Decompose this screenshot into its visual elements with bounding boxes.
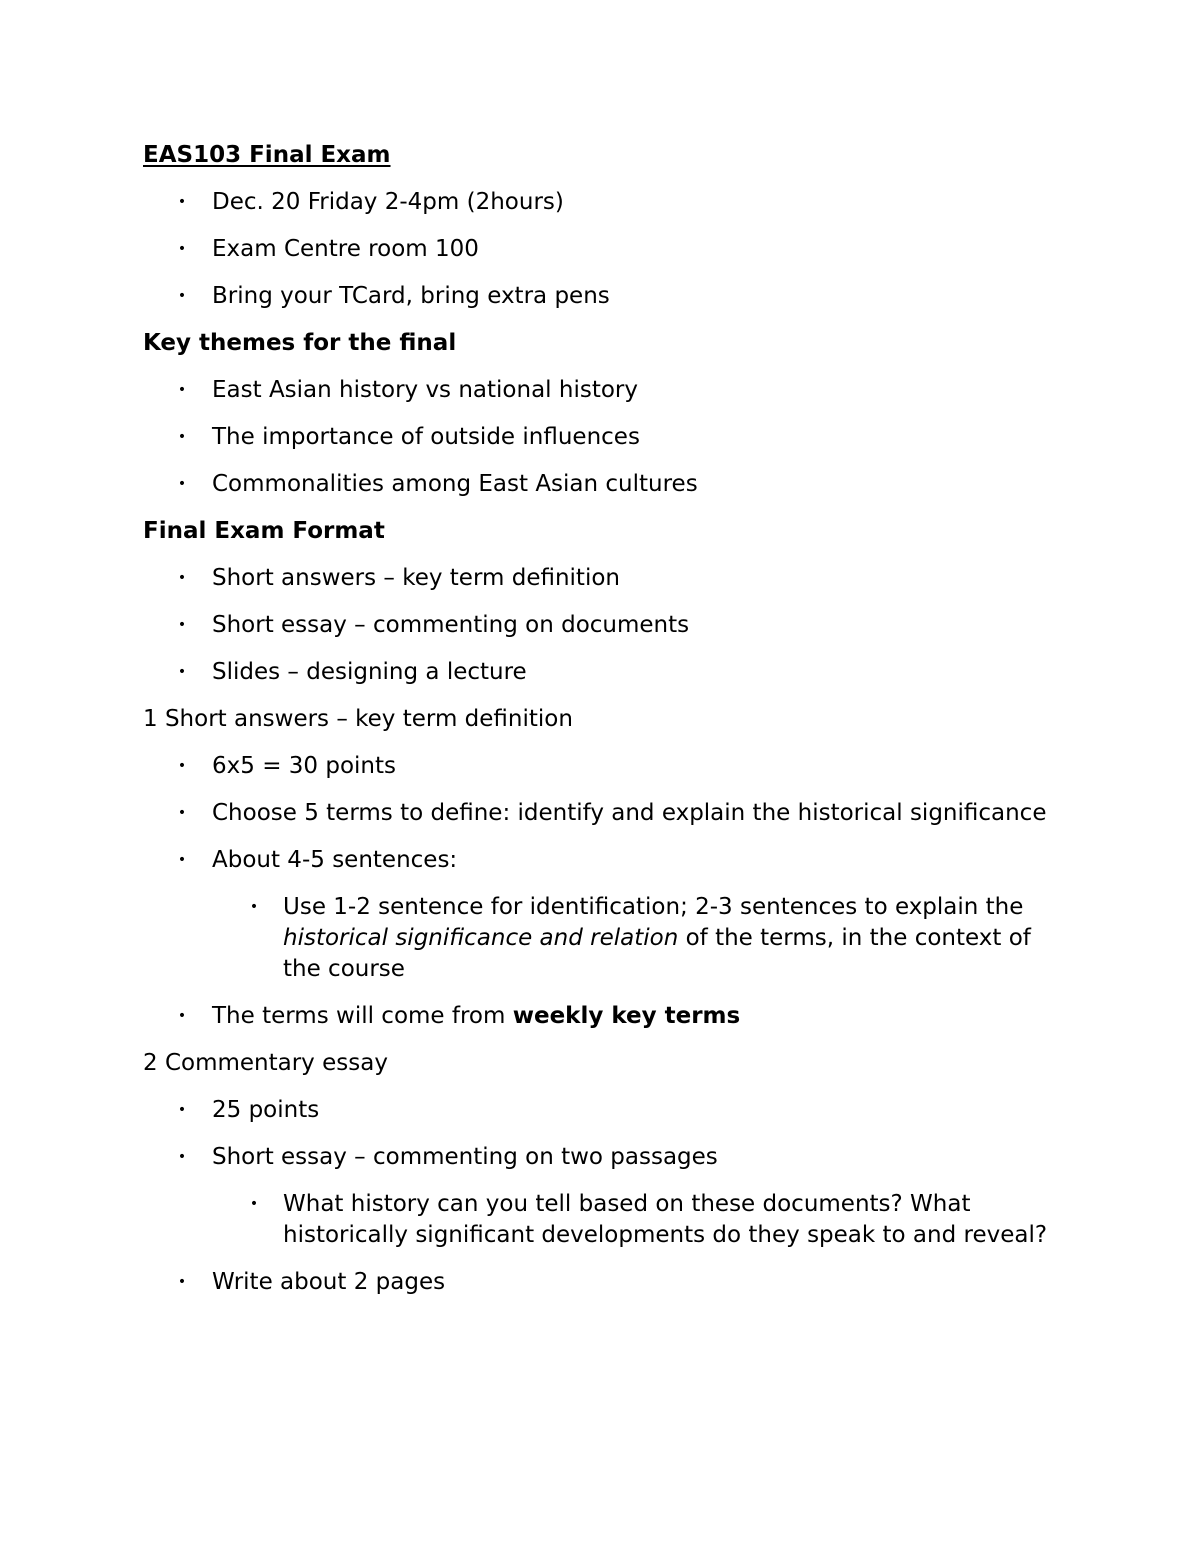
list-item-text: The importance of outside influences xyxy=(212,424,640,450)
themes-heading: Key themes for the final xyxy=(143,330,457,356)
bullet-icon: • xyxy=(177,194,187,210)
sub-item-text-pre: Use 1-2 sentence for identification; 2-3 sentences to explain the xyxy=(283,894,1024,920)
list-item xyxy=(143,610,1063,641)
list-item xyxy=(143,892,1063,985)
document-title: EAS103 Final Exam xyxy=(143,142,391,168)
list-item xyxy=(143,1142,1063,1173)
bullet-icon: • xyxy=(177,664,187,680)
sub-item-text-italic: historical significance and relation xyxy=(283,925,679,951)
bullet-icon: • xyxy=(177,1008,187,1024)
list-item xyxy=(143,422,1063,453)
list-item xyxy=(143,1095,1063,1126)
list-item-text-bold: weekly key terms xyxy=(512,1003,741,1029)
exam-info-list xyxy=(143,187,1063,312)
list-item xyxy=(143,187,1063,218)
list-item xyxy=(143,281,1063,312)
bullet-icon: • xyxy=(177,1149,187,1165)
list-item xyxy=(143,469,1063,500)
section-1-list-cont xyxy=(143,1001,1063,1032)
bullet-icon: • xyxy=(177,382,187,398)
section-1-heading: 1 Short answers – key term definition xyxy=(143,706,573,732)
list-item xyxy=(143,1267,1063,1298)
bullet-icon: • xyxy=(177,429,187,445)
bullet-icon: • xyxy=(177,617,187,633)
list-item-text: Bring your TCard, bring extra pens xyxy=(212,283,610,309)
section-2-heading: 2 Commentary essay xyxy=(143,1050,388,1076)
list-item-text: Commonalities among East Asian cultures xyxy=(212,471,698,497)
list-item-text: East Asian history vs national history xyxy=(212,377,638,403)
bullet-icon: • xyxy=(177,1102,187,1118)
bullet-icon: • xyxy=(177,288,187,304)
list-item xyxy=(143,657,1063,688)
section-2-list-cont xyxy=(143,1267,1063,1298)
list-item-text: About 4-5 sentences: xyxy=(212,847,458,873)
list-item-text: Exam Centre room 100 xyxy=(212,236,479,262)
bullet-icon: • xyxy=(177,476,187,492)
list-item-text: Short answers – key term definition xyxy=(212,565,620,591)
document-content xyxy=(143,140,1063,1314)
format-heading: Final Exam Format xyxy=(143,518,385,544)
bullet-icon: • xyxy=(177,758,187,774)
list-item xyxy=(143,1001,1063,1032)
sub-item-text-post: of the terms, in the context of the course xyxy=(283,925,1031,982)
list-item xyxy=(143,563,1063,594)
section-2-list xyxy=(143,1095,1063,1173)
list-item-text: 6x5 = 30 points xyxy=(212,753,396,779)
list-item-text: Dec. 20 Friday 2-4pm (2hours) xyxy=(212,189,564,215)
bullet-icon: • xyxy=(177,241,187,257)
list-item xyxy=(143,1189,1063,1251)
list-item-text: Write about 2 pages xyxy=(212,1269,446,1295)
list-item-text: Choose 5 terms to define: identify and explain the historical significance xyxy=(212,800,1047,826)
section-1-sublist xyxy=(143,892,1063,985)
bullet-icon: • xyxy=(177,1274,187,1290)
bullet-icon: • xyxy=(249,899,259,915)
list-item xyxy=(143,375,1063,406)
list-item xyxy=(143,751,1063,782)
format-list xyxy=(143,563,1063,688)
list-item-text: 25 points xyxy=(212,1097,320,1123)
list-item-text: Slides – designing a lecture xyxy=(212,659,527,685)
bullet-icon: • xyxy=(177,852,187,868)
themes-list xyxy=(143,375,1063,500)
list-item xyxy=(143,845,1063,876)
list-item xyxy=(143,234,1063,265)
list-item-text-pre: The terms will come from xyxy=(212,1003,513,1029)
sub-item-text: What history can you tell based on these documents? What historically significant developments do they speak to and reveal? xyxy=(283,1191,1048,1248)
list-item xyxy=(143,798,1063,829)
list-item-text: Short essay – commenting on documents xyxy=(212,612,690,638)
list-item-text: Short essay – commenting on two passages xyxy=(212,1144,718,1170)
bullet-icon: • xyxy=(177,805,187,821)
section-2-sublist xyxy=(143,1189,1063,1251)
section-1-list xyxy=(143,751,1063,876)
bullet-icon: • xyxy=(249,1196,259,1212)
bullet-icon: • xyxy=(177,570,187,586)
